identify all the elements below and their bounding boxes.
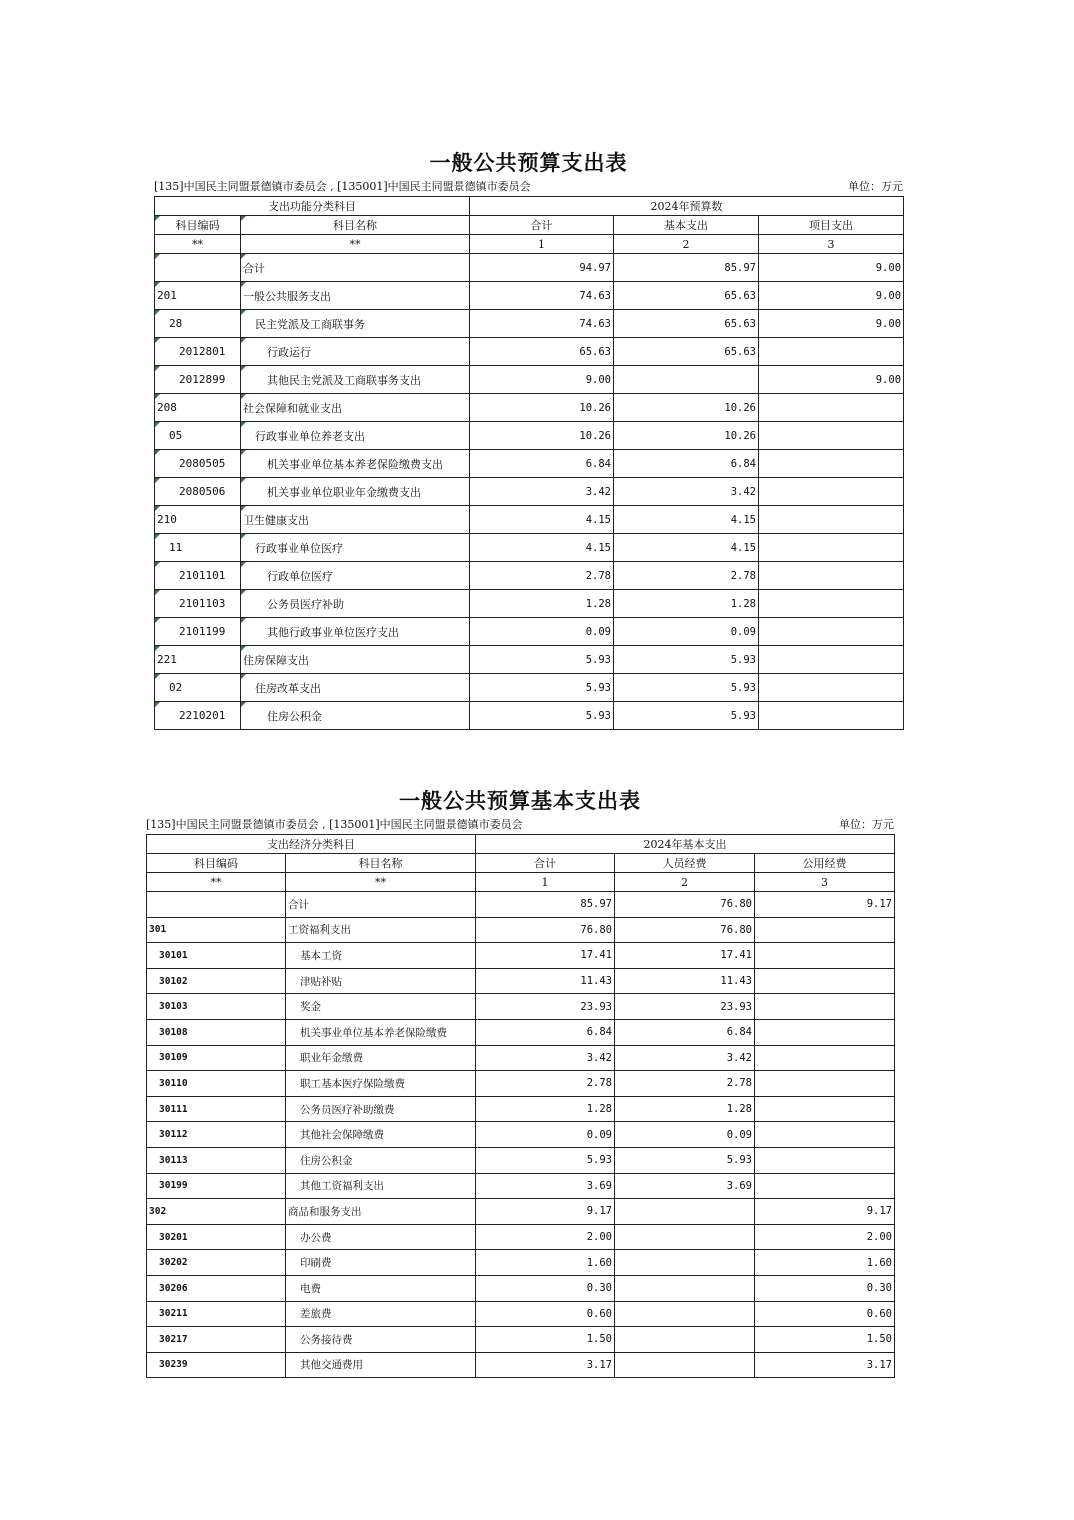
row-name: 其他行政事业单位医疗支出	[241, 618, 470, 646]
row-project	[759, 674, 904, 702]
row-code	[155, 254, 241, 282]
row-name: 公务员医疗补助	[241, 590, 470, 618]
row-project	[759, 422, 904, 450]
table-row	[155, 590, 904, 618]
row-total: 6.84	[470, 450, 614, 478]
row-personnel: 17.41	[615, 943, 755, 969]
row-code: 30112	[147, 1122, 286, 1148]
row-project	[759, 562, 904, 590]
row-total: 3.69	[476, 1173, 615, 1199]
row-total: 2.00	[476, 1224, 615, 1250]
row-total: 11.43	[476, 968, 615, 994]
row-code: 2210201	[155, 702, 241, 730]
row-public: 0.60	[755, 1301, 895, 1327]
row-name: 机关事业单位职业年金缴费支出	[241, 478, 470, 506]
table-row	[155, 254, 904, 282]
row-code: 30199	[147, 1173, 286, 1199]
row-personnel: 76.80	[615, 917, 755, 943]
row-project: 9.00	[759, 310, 904, 338]
row-code: 30211	[147, 1301, 286, 1327]
row-name: 机关事业单位基本养老保险缴费支出	[241, 450, 470, 478]
row-total: 94.97	[470, 254, 614, 282]
row-public: 3.17	[755, 1352, 895, 1378]
row-code: 302	[147, 1199, 286, 1225]
row-project	[759, 394, 904, 422]
table-row	[155, 562, 904, 590]
row-code: 30202	[147, 1250, 286, 1276]
row-code: 30206	[147, 1275, 286, 1301]
row-public	[755, 1019, 895, 1045]
group-header-left: 支出功能分类科目	[155, 197, 470, 216]
row-basic: 4.15	[614, 534, 759, 562]
table-row	[147, 917, 895, 943]
row-public	[755, 1147, 895, 1173]
row-project	[759, 590, 904, 618]
row-personnel: 5.93	[615, 1147, 755, 1173]
row-code: 2080505	[155, 450, 241, 478]
group-header-left: 支出经济分类科目	[147, 835, 476, 854]
row-personnel: 0.09	[615, 1122, 755, 1148]
row-public	[755, 1122, 895, 1148]
table-row	[147, 1199, 895, 1225]
row-code: 02	[155, 674, 241, 702]
row-name: 办公费	[286, 1224, 476, 1250]
row-name: 民主党派及工商联事务	[241, 310, 470, 338]
row-total: 10.26	[470, 394, 614, 422]
row-name: 住房保障支出	[241, 646, 470, 674]
table-row	[155, 450, 904, 478]
row-basic: 0.09	[614, 618, 759, 646]
col-header-project: 项目支出	[759, 216, 904, 235]
table-row	[147, 1250, 895, 1276]
table-row	[155, 282, 904, 310]
row-project	[759, 618, 904, 646]
row-name: 商品和服务支出	[286, 1199, 476, 1225]
row-name: 电费	[286, 1275, 476, 1301]
row-code: 221	[155, 646, 241, 674]
row-code: 11	[155, 534, 241, 562]
row-personnel: 11.43	[615, 968, 755, 994]
row-code: 05	[155, 422, 241, 450]
row-basic: 5.93	[614, 702, 759, 730]
row-total: 65.63	[470, 338, 614, 366]
table-row	[147, 1327, 895, 1353]
unit-label: 单位：万元	[839, 818, 894, 831]
row-basic: 1.28	[614, 590, 759, 618]
table-row	[155, 618, 904, 646]
row-code: 2101103	[155, 590, 241, 618]
table-row	[147, 943, 895, 969]
table-row	[155, 394, 904, 422]
row-name: 公务员医疗补助缴费	[286, 1096, 476, 1122]
row-total: 2.78	[476, 1071, 615, 1097]
row-public: 9.17	[755, 1199, 895, 1225]
row-public	[755, 1071, 895, 1097]
col-header-total: 合计	[470, 216, 614, 235]
col-code-personnel: 2	[615, 873, 755, 892]
group-header-right: 2024年基本支出	[476, 835, 895, 854]
row-public	[755, 994, 895, 1020]
org-label: [135]中国民主同盟景德镇市委员会 , [135001]中国民主同盟景德镇市委员会	[146, 818, 523, 831]
row-total: 1.60	[476, 1250, 615, 1276]
row-personnel	[615, 1275, 755, 1301]
row-name: 其他工资福利支出	[286, 1173, 476, 1199]
row-code: 30239	[147, 1352, 286, 1378]
row-project	[759, 450, 904, 478]
row-project	[759, 646, 904, 674]
row-basic: 3.42	[614, 478, 759, 506]
row-name: 行政事业单位养老支出	[241, 422, 470, 450]
row-name: 行政单位医疗	[241, 562, 470, 590]
table-row	[155, 702, 904, 730]
row-name: 职业年金缴费	[286, 1045, 476, 1071]
col-code-code: **	[155, 235, 241, 254]
row-personnel	[615, 1352, 755, 1378]
row-total: 0.09	[470, 618, 614, 646]
row-total: 2.78	[470, 562, 614, 590]
row-code: 30111	[147, 1096, 286, 1122]
row-code: 201	[155, 282, 241, 310]
row-total: 0.30	[476, 1275, 615, 1301]
table-row	[147, 1096, 895, 1122]
table-row	[155, 338, 904, 366]
row-personnel	[615, 1301, 755, 1327]
row-project	[759, 506, 904, 534]
row-total: 23.93	[476, 994, 615, 1020]
row-project: 9.00	[759, 254, 904, 282]
row-name: 其他民主党派及工商联事务支出	[241, 366, 470, 394]
table-row	[147, 1147, 895, 1173]
sheet-meta	[154, 178, 903, 196]
row-personnel: 3.69	[615, 1173, 755, 1199]
table-row	[147, 1122, 895, 1148]
row-public	[755, 1045, 895, 1071]
row-basic: 2.78	[614, 562, 759, 590]
col-header-basic: 基本支出	[614, 216, 759, 235]
row-total: 76.80	[476, 917, 615, 943]
row-public	[755, 917, 895, 943]
row-personnel: 76.80	[615, 892, 755, 918]
row-personnel: 6.84	[615, 1019, 755, 1045]
table-row	[147, 1224, 895, 1250]
row-code: 208	[155, 394, 241, 422]
sheet-meta	[146, 816, 894, 834]
col-header-name: 科目名称	[286, 854, 476, 873]
row-code: 30102	[147, 968, 286, 994]
row-total: 1.28	[476, 1096, 615, 1122]
row-code: 2101101	[155, 562, 241, 590]
row-public: 9.17	[755, 892, 895, 918]
row-project: 9.00	[759, 282, 904, 310]
row-basic: 4.15	[614, 506, 759, 534]
col-header-code: 科目编码	[155, 216, 241, 235]
row-name: 住房公积金	[241, 702, 470, 730]
col-code-total: 1	[470, 235, 614, 254]
col-code-basic: 2	[614, 235, 759, 254]
row-public: 0.30	[755, 1275, 895, 1301]
col-header-personnel: 人员经费	[615, 854, 755, 873]
row-total: 0.09	[476, 1122, 615, 1148]
table-row	[147, 968, 895, 994]
row-project	[759, 702, 904, 730]
table-row	[155, 478, 904, 506]
row-personnel	[615, 1199, 755, 1225]
row-public	[755, 1173, 895, 1199]
row-name: 职工基本医疗保险缴费	[286, 1071, 476, 1097]
row-total: 5.93	[470, 674, 614, 702]
row-total: 0.60	[476, 1301, 615, 1327]
table-row	[147, 1352, 895, 1378]
row-personnel	[615, 1250, 755, 1276]
row-total: 74.63	[470, 310, 614, 338]
row-total: 3.42	[470, 478, 614, 506]
table-row	[147, 1301, 895, 1327]
row-name: 社会保障和就业支出	[241, 394, 470, 422]
expenditure-table	[154, 196, 904, 730]
row-project	[759, 534, 904, 562]
row-name: 住房改革支出	[241, 674, 470, 702]
table-row	[155, 646, 904, 674]
table-row	[147, 1045, 895, 1071]
sheet-title: 一般公共预算基本支出表	[399, 788, 641, 813]
row-personnel	[615, 1327, 755, 1353]
expenditure-sheet	[154, 148, 903, 730]
col-code-total: 1	[476, 873, 615, 892]
row-public	[755, 968, 895, 994]
col-code-project: 3	[759, 235, 904, 254]
unit-label: 单位：万元	[848, 180, 903, 193]
row-basic: 6.84	[614, 450, 759, 478]
table-row	[147, 1071, 895, 1097]
row-name: 其他社会保障缴费	[286, 1122, 476, 1148]
row-code: 2012801	[155, 338, 241, 366]
col-header-name: 科目名称	[241, 216, 470, 235]
row-basic: 85.97	[614, 254, 759, 282]
col-header-total: 合计	[476, 854, 615, 873]
table-row	[147, 994, 895, 1020]
col-code-name: **	[241, 235, 470, 254]
row-code: 30101	[147, 943, 286, 969]
row-code: 28	[155, 310, 241, 338]
row-basic: 65.63	[614, 310, 759, 338]
row-personnel	[615, 1224, 755, 1250]
table-row	[155, 674, 904, 702]
col-code-public: 3	[755, 873, 895, 892]
row-code: 301	[147, 917, 286, 943]
row-total: 5.93	[470, 646, 614, 674]
row-name: 卫生健康支出	[241, 506, 470, 534]
row-project	[759, 338, 904, 366]
row-personnel: 1.28	[615, 1096, 755, 1122]
row-code	[147, 892, 286, 918]
row-code: 210	[155, 506, 241, 534]
org-label: [135]中国民主同盟景德镇市委员会 , [135001]中国民主同盟景德镇市委员会	[154, 180, 531, 193]
row-total: 10.26	[470, 422, 614, 450]
table-row	[155, 506, 904, 534]
row-total: 85.97	[476, 892, 615, 918]
row-public: 1.60	[755, 1250, 895, 1276]
basic-expenditure-table	[146, 834, 895, 1378]
row-code: 2080506	[155, 478, 241, 506]
row-name: 一般公共服务支出	[241, 282, 470, 310]
row-basic: 10.26	[614, 394, 759, 422]
row-total: 1.28	[470, 590, 614, 618]
row-name: 行政运行	[241, 338, 470, 366]
table-row	[155, 310, 904, 338]
row-basic: 10.26	[614, 422, 759, 450]
row-total: 5.93	[476, 1147, 615, 1173]
row-name: 公务接待费	[286, 1327, 476, 1353]
table-row	[147, 1173, 895, 1199]
row-code: 30110	[147, 1071, 286, 1097]
row-basic	[614, 366, 759, 394]
row-public	[755, 1096, 895, 1122]
row-total: 1.50	[476, 1327, 615, 1353]
table-row	[147, 1275, 895, 1301]
row-project	[759, 478, 904, 506]
row-basic: 65.63	[614, 282, 759, 310]
row-code: 2101199	[155, 618, 241, 646]
row-total: 17.41	[476, 943, 615, 969]
row-total: 4.15	[470, 534, 614, 562]
row-name: 工资福利支出	[286, 917, 476, 943]
row-basic: 5.93	[614, 646, 759, 674]
col-header-code: 科目编码	[147, 854, 286, 873]
col-header-public: 公用经费	[755, 854, 895, 873]
row-name: 其他交通费用	[286, 1352, 476, 1378]
row-public	[755, 943, 895, 969]
row-code: 30109	[147, 1045, 286, 1071]
group-header-right: 2024年预算数	[470, 197, 904, 216]
table-row	[155, 366, 904, 394]
row-project: 9.00	[759, 366, 904, 394]
col-code-code: **	[147, 873, 286, 892]
basic-expenditure-sheet	[146, 786, 894, 1378]
table-row	[155, 422, 904, 450]
row-name: 合计	[241, 254, 470, 282]
row-total: 4.15	[470, 506, 614, 534]
row-total: 6.84	[476, 1019, 615, 1045]
row-name: 住房公积金	[286, 1147, 476, 1173]
table-row	[147, 892, 895, 918]
row-public: 1.50	[755, 1327, 895, 1353]
row-code: 30113	[147, 1147, 286, 1173]
row-total: 9.00	[470, 366, 614, 394]
row-total: 74.63	[470, 282, 614, 310]
row-name: 差旅费	[286, 1301, 476, 1327]
row-total: 5.93	[470, 702, 614, 730]
row-name: 印刷费	[286, 1250, 476, 1276]
row-public: 2.00	[755, 1224, 895, 1250]
sheet-title: 一般公共预算支出表	[429, 150, 628, 175]
col-code-name: **	[286, 873, 476, 892]
row-code: 30201	[147, 1224, 286, 1250]
row-name: 基本工资	[286, 943, 476, 969]
row-code: 2012899	[155, 366, 241, 394]
row-name: 津贴补贴	[286, 968, 476, 994]
row-basic: 5.93	[614, 674, 759, 702]
table-row	[147, 1019, 895, 1045]
table-row	[155, 534, 904, 562]
row-code: 30103	[147, 994, 286, 1020]
row-personnel: 23.93	[615, 994, 755, 1020]
row-name: 行政事业单位医疗	[241, 534, 470, 562]
row-code: 30217	[147, 1327, 286, 1353]
row-name: 机关事业单位基本养老保险缴费	[286, 1019, 476, 1045]
row-code: 30108	[147, 1019, 286, 1045]
row-total: 3.17	[476, 1352, 615, 1378]
row-basic: 65.63	[614, 338, 759, 366]
row-personnel: 3.42	[615, 1045, 755, 1071]
row-total: 9.17	[476, 1199, 615, 1225]
row-personnel: 2.78	[615, 1071, 755, 1097]
row-total: 3.42	[476, 1045, 615, 1071]
row-name: 合计	[286, 892, 476, 918]
row-name: 奖金	[286, 994, 476, 1020]
